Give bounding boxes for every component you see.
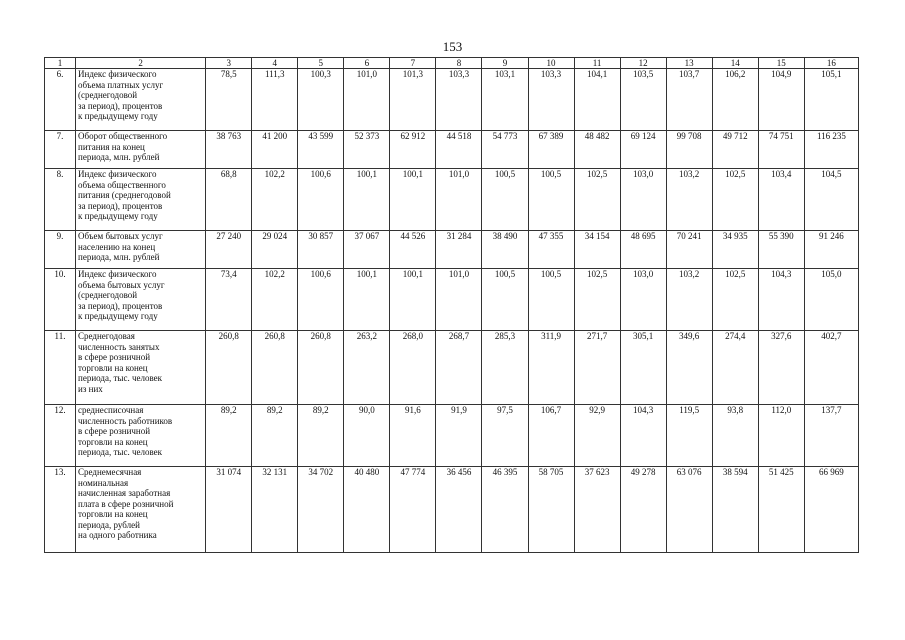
table-cell: 104,1 (574, 69, 620, 131)
table-cell: 43 599 (298, 131, 344, 169)
table-cell: 103,0 (620, 269, 666, 331)
row-index: 6. (45, 69, 76, 131)
table-cell: 100,6 (298, 269, 344, 331)
table-cell: 104,3 (758, 269, 804, 331)
table-cell: 102,5 (574, 169, 620, 231)
table-cell: 46 395 (482, 467, 528, 553)
table-cell: 101,0 (344, 69, 390, 131)
table-cell: 48 482 (574, 131, 620, 169)
table-cell: 103,3 (436, 69, 482, 131)
table-cell: 58 705 (528, 467, 574, 553)
table-cell: 327,6 (758, 331, 804, 405)
row-label-line: Индекс физического (78, 269, 157, 279)
table-cell: 54 773 (482, 131, 528, 169)
row-label-line: численность занятых (78, 341, 160, 352)
table-cell: 102,5 (712, 269, 758, 331)
row-label-line: питания на конец (78, 141, 145, 152)
column-header: 11 (574, 58, 620, 69)
row-index: 9. (45, 231, 76, 269)
table-cell: 41 200 (252, 131, 298, 169)
table-cell: 55 390 (758, 231, 804, 269)
column-header: 5 (298, 58, 344, 69)
table-cell: 74 751 (758, 131, 804, 169)
column-header: 2 (76, 58, 206, 69)
row-label (76, 69, 206, 131)
table-cell: 89,2 (298, 405, 344, 467)
table-cell: 103,2 (666, 269, 712, 331)
column-header: 6 (344, 58, 390, 69)
table-cell: 100,5 (528, 269, 574, 331)
table-cell: 90,0 (344, 405, 390, 467)
table-cell: 62 912 (390, 131, 436, 169)
table-cell: 349,6 (666, 331, 712, 405)
table-cell: 92,9 (574, 405, 620, 467)
table-cell: 78,5 (206, 69, 252, 131)
row-label (76, 269, 206, 331)
table-cell: 31 284 (436, 231, 482, 269)
table-cell: 48 695 (620, 231, 666, 269)
table-cell: 102,2 (252, 269, 298, 331)
column-header: 13 (666, 58, 712, 69)
row-label-line: на одного работника (78, 530, 157, 540)
table-row (45, 467, 859, 553)
table-cell: 100,1 (344, 269, 390, 331)
row-label-line: Индекс физического (78, 69, 157, 79)
row-label-line: среднесписочная (78, 405, 144, 415)
row-label-line: из них (78, 383, 103, 394)
table-cell: 27 240 (206, 231, 252, 269)
table-body (45, 69, 859, 553)
table-cell: 105,0 (804, 269, 858, 331)
column-header: 16 (804, 58, 858, 69)
table-cell: 51 425 (758, 467, 804, 553)
column-header: 3 (206, 58, 252, 69)
row-label-line: численность работников (78, 415, 173, 426)
table-cell: 101,0 (436, 269, 482, 331)
table-row (45, 131, 859, 169)
row-label-line: начисленная заработная (78, 488, 171, 498)
table-cell: 100,1 (344, 169, 390, 231)
table-cell: 103,7 (666, 69, 712, 131)
table-cell: 30 857 (298, 231, 344, 269)
row-label-line: Среднемесячная (78, 467, 142, 477)
table-cell: 44 526 (390, 231, 436, 269)
table-cell: 104,5 (804, 169, 858, 231)
table-cell: 104,9 (758, 69, 804, 131)
page-number: 153 (442, 39, 463, 54)
table-cell: 36 456 (436, 467, 482, 553)
row-label (76, 131, 206, 169)
table-cell: 285,3 (482, 331, 528, 405)
table-row (45, 405, 859, 467)
row-label-line: в сфере розничной (78, 426, 151, 436)
table-cell: 111,3 (252, 69, 298, 131)
table-cell: 31 074 (206, 467, 252, 553)
row-label-line: торговли на конец (78, 436, 148, 447)
row-label-line: периода, тыс. человек (78, 373, 163, 383)
table-cell: 91 246 (804, 231, 858, 269)
table-cell: 93,8 (712, 405, 758, 467)
table-cell: 274,4 (712, 331, 758, 405)
table-cell: 34 702 (298, 467, 344, 553)
table-cell: 100,1 (390, 269, 436, 331)
table-cell: 103,4 (758, 169, 804, 231)
row-label-line: периода, млн. рублей (78, 252, 160, 262)
table-cell: 102,5 (574, 269, 620, 331)
row-label-line: торговли на конец (78, 509, 148, 519)
table-cell: 67 389 (528, 131, 574, 169)
table-cell: 119,5 (666, 405, 712, 467)
table-cell: 69 124 (620, 131, 666, 169)
row-label-line: Среднегодовая (78, 331, 135, 341)
row-index: 12. (45, 405, 76, 467)
table-row (45, 69, 859, 131)
row-label-line: (среднегодовой (78, 290, 138, 300)
table-row (45, 269, 859, 331)
table-cell: 38 594 (712, 467, 758, 553)
table-cell: 49 278 (620, 467, 666, 553)
table-cell: 268,7 (436, 331, 482, 405)
row-label-line: объема платных услуг (78, 79, 164, 90)
row-label (76, 169, 206, 231)
row-label (76, 331, 206, 405)
table-cell: 106,2 (712, 69, 758, 131)
row-index: 13. (45, 467, 76, 553)
row-index: 7. (45, 131, 76, 169)
table-cell: 29 024 (252, 231, 298, 269)
table-cell: 40 480 (344, 467, 390, 553)
table-cell: 91,6 (390, 405, 436, 467)
table-cell: 100,5 (482, 269, 528, 331)
table-cell: 102,2 (252, 169, 298, 231)
row-label-line: населению на конец (78, 241, 156, 252)
row-index: 11. (45, 331, 76, 405)
table-cell: 103,1 (482, 69, 528, 131)
table-cell: 260,8 (252, 331, 298, 405)
row-label-line: периода, рублей (78, 519, 140, 530)
table-cell: 37 067 (344, 231, 390, 269)
row-label-line: к предыдущему году (78, 111, 158, 121)
table-cell: 63 076 (666, 467, 712, 553)
table-cell: 260,8 (298, 331, 344, 405)
row-label-line: периода, млн. рублей (78, 152, 160, 162)
table-cell: 66 969 (804, 467, 858, 553)
table-cell: 100,3 (298, 69, 344, 131)
row-label-line: периода, тыс. человек (78, 447, 163, 457)
row-label (76, 405, 206, 467)
row-index: 10. (45, 269, 76, 331)
row-label-line: объема бытовых услуг (78, 279, 165, 290)
table-cell: 271,7 (574, 331, 620, 405)
table-cell: 97,5 (482, 405, 528, 467)
table-cell: 37 623 (574, 467, 620, 553)
table-cell: 104,3 (620, 405, 666, 467)
column-header: 10 (528, 58, 574, 69)
table-cell: 103,3 (528, 69, 574, 131)
table-cell: 38 490 (482, 231, 528, 269)
column-header: 8 (436, 58, 482, 69)
row-label-line: питания (среднегодовой (78, 190, 171, 200)
row-label (76, 467, 206, 553)
table-cell: 402,7 (804, 331, 858, 405)
column-header: 14 (712, 58, 758, 69)
table-cell: 100,5 (528, 169, 574, 231)
table-cell: 34 935 (712, 231, 758, 269)
table-cell: 32 131 (252, 467, 298, 553)
table-cell: 44 518 (436, 131, 482, 169)
table-cell: 137,7 (804, 405, 858, 467)
column-header: 4 (252, 58, 298, 69)
header-row (45, 58, 859, 69)
table-cell: 91,9 (436, 405, 482, 467)
statistics-table (44, 57, 859, 553)
table-cell: 47 774 (390, 467, 436, 553)
table-cell: 70 241 (666, 231, 712, 269)
table-cell: 103,0 (620, 169, 666, 231)
table-cell: 105,1 (804, 69, 858, 131)
table-cell: 100,6 (298, 169, 344, 231)
column-header: 1 (45, 58, 76, 69)
table-cell: 311,9 (528, 331, 574, 405)
row-label-line: за период), процентов (78, 300, 163, 311)
row-label-line: в сфере розничной (78, 352, 151, 362)
row-label (76, 231, 206, 269)
table-cell: 305,1 (620, 331, 666, 405)
table-cell: 100,1 (390, 169, 436, 231)
row-label-line: к предыдущему году (78, 211, 158, 221)
row-label-line: к предыдущему году (78, 311, 158, 321)
table-cell: 100,5 (482, 169, 528, 231)
table-cell: 101,3 (390, 69, 436, 131)
row-label-line: плата в сфере розничной (78, 498, 174, 509)
table-cell: 38 763 (206, 131, 252, 169)
column-header: 15 (758, 58, 804, 69)
table-cell: 89,2 (252, 405, 298, 467)
row-label-line: торговли на конец (78, 362, 148, 373)
row-label-line: объема общественного (78, 179, 166, 190)
row-label-line: Оборот общественного (78, 131, 168, 141)
row-index: 8. (45, 169, 76, 231)
table-row (45, 331, 859, 405)
table-cell: 89,2 (206, 405, 252, 467)
table-cell: 116 235 (804, 131, 858, 169)
table-cell: 52 373 (344, 131, 390, 169)
table-cell: 263,2 (344, 331, 390, 405)
table-cell: 103,5 (620, 69, 666, 131)
row-label-line: за период), процентов (78, 200, 163, 211)
table-cell: 47 355 (528, 231, 574, 269)
table-cell: 34 154 (574, 231, 620, 269)
column-header: 7 (390, 58, 436, 69)
column-header: 12 (620, 58, 666, 69)
table-row (45, 169, 859, 231)
table-cell: 268,0 (390, 331, 436, 405)
table-row (45, 231, 859, 269)
table-cell: 49 712 (712, 131, 758, 169)
table-cell: 103,2 (666, 169, 712, 231)
table-cell: 73,4 (206, 269, 252, 331)
row-label-line: Объем бытовых услуг (78, 231, 163, 241)
table-cell: 101,0 (436, 169, 482, 231)
row-label-line: (среднегодовой (78, 90, 138, 100)
row-label-line: номинальная (78, 477, 129, 488)
table-cell: 68,8 (206, 169, 252, 231)
column-header: 9 (482, 58, 528, 69)
table-cell: 106,7 (528, 405, 574, 467)
row-label-line: Индекс физического (78, 169, 157, 179)
table-cell: 99 708 (666, 131, 712, 169)
row-label-line: за период), процентов (78, 100, 163, 111)
table-cell: 102,5 (712, 169, 758, 231)
table-cell: 112,0 (758, 405, 804, 467)
table-cell: 260,8 (206, 331, 252, 405)
